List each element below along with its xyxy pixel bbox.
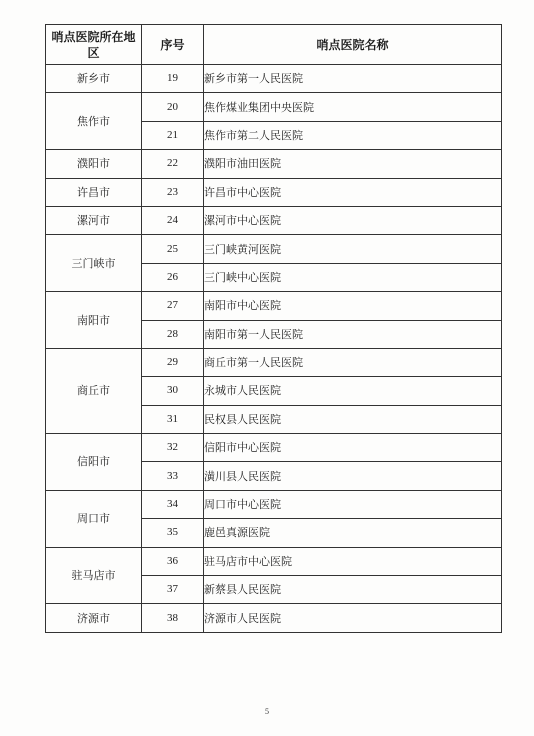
region-cell: 新乡市 — [46, 65, 142, 93]
hospital-name-cell: 信阳市中心医院 — [204, 434, 502, 462]
table-body — [46, 65, 502, 633]
hospital-name-cell: 鹿邑真源医院 — [204, 519, 502, 547]
seq-cell: 23 — [142, 178, 204, 206]
hospital-name-cell: 南阳市第一人民医院 — [204, 320, 502, 348]
seq-cell: 21 — [142, 121, 204, 149]
hospital-name-cell: 三门峡中心医院 — [204, 263, 502, 291]
region-cell: 三门峡市 — [46, 235, 142, 292]
table-row — [46, 547, 502, 575]
table-row — [46, 206, 502, 234]
region-cell: 周口市 — [46, 490, 142, 547]
hospital-name-cell: 商丘市第一人民医院 — [204, 348, 502, 376]
hospital-name-cell: 永城市人民医院 — [204, 377, 502, 405]
region-cell: 漯河市 — [46, 206, 142, 234]
hospital-name-cell: 周口市中心医院 — [204, 490, 502, 518]
hospital-name-cell: 漯河市中心医院 — [204, 206, 502, 234]
seq-cell: 22 — [142, 150, 204, 178]
region-cell: 驻马店市 — [46, 547, 142, 604]
table-header-row — [46, 25, 502, 65]
seq-cell: 24 — [142, 206, 204, 234]
table-row — [46, 93, 502, 121]
seq-cell: 37 — [142, 576, 204, 604]
table-row — [46, 348, 502, 376]
seq-cell: 30 — [142, 377, 204, 405]
table-row — [46, 178, 502, 206]
region-cell: 济源市 — [46, 604, 142, 632]
seq-cell: 33 — [142, 462, 204, 490]
seq-cell: 36 — [142, 547, 204, 575]
hospital-name-cell: 濮阳市油田医院 — [204, 150, 502, 178]
table-row — [46, 150, 502, 178]
hospital-name-cell: 济源市人民医院 — [204, 604, 502, 632]
hospital-name-cell: 驻马店市中心医院 — [204, 547, 502, 575]
table-row — [46, 490, 502, 518]
hospital-name-cell: 许昌市中心医院 — [204, 178, 502, 206]
hospital-name-cell: 潢川县人民医院 — [204, 462, 502, 490]
region-cell: 商丘市 — [46, 348, 142, 433]
hospital-name-cell: 焦作市第二人民医院 — [204, 121, 502, 149]
header-region: 哨点医院所在地区 — [46, 25, 142, 65]
hospital-name-cell: 三门峡黄河医院 — [204, 235, 502, 263]
hospital-name-cell: 南阳市中心医院 — [204, 292, 502, 320]
seq-cell: 38 — [142, 604, 204, 632]
hospital-name-cell: 焦作煤业集团中央医院 — [204, 93, 502, 121]
seq-cell: 28 — [142, 320, 204, 348]
header-seq: 序号 — [142, 25, 204, 65]
hospital-name-cell: 新乡市第一人民医院 — [204, 65, 502, 93]
seq-cell: 25 — [142, 235, 204, 263]
seq-cell: 35 — [142, 519, 204, 547]
region-cell: 焦作市 — [46, 93, 142, 150]
seq-cell: 20 — [142, 93, 204, 121]
sentinel-hospital-table — [45, 24, 502, 633]
table-row — [46, 434, 502, 462]
seq-cell: 29 — [142, 348, 204, 376]
seq-cell: 26 — [142, 263, 204, 291]
hospital-name-cell: 新蔡县人民医院 — [204, 576, 502, 604]
table-row — [46, 604, 502, 632]
header-name: 哨点医院名称 — [204, 25, 502, 65]
region-cell: 许昌市 — [46, 178, 142, 206]
hospital-name-cell: 民权县人民医院 — [204, 405, 502, 433]
table-row — [46, 65, 502, 93]
seq-cell: 32 — [142, 434, 204, 462]
seq-cell: 19 — [142, 65, 204, 93]
page-number: 5 — [265, 707, 269, 716]
region-cell: 濮阳市 — [46, 150, 142, 178]
seq-cell: 27 — [142, 292, 204, 320]
region-cell: 信阳市 — [46, 434, 142, 491]
seq-cell: 34 — [142, 490, 204, 518]
region-cell: 南阳市 — [46, 292, 142, 349]
table-row — [46, 235, 502, 263]
seq-cell: 31 — [142, 405, 204, 433]
table-row — [46, 292, 502, 320]
